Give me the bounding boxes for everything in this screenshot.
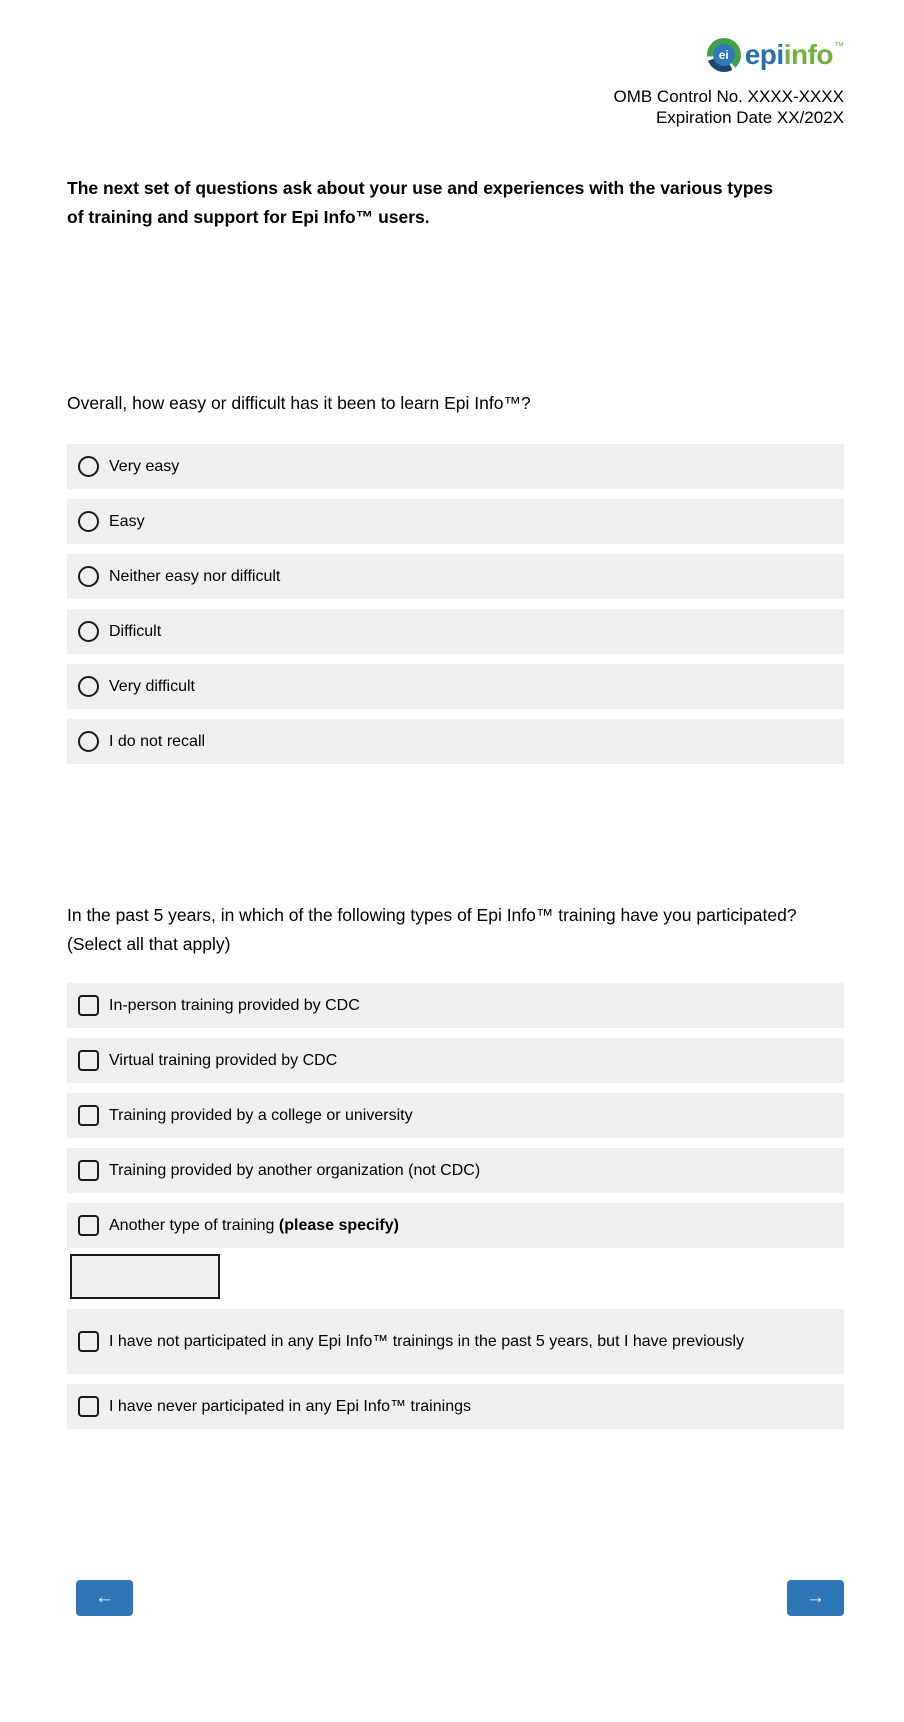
radio-button-icon[interactable] [78, 731, 99, 752]
checkbox-option-label: In-person training provided by CDC [109, 996, 360, 1014]
checkbox-icon[interactable] [78, 1160, 99, 1181]
back-button[interactable] [76, 1580, 133, 1616]
logo-trademark: ™ [834, 41, 844, 52]
radio-option-row[interactable] [67, 554, 844, 599]
omb-control-block [67, 86, 844, 128]
radio-option-label: Neither easy nor difficult [109, 567, 281, 585]
checkbox-icon[interactable] [78, 995, 99, 1016]
checkbox-option-label: I have not participated in any Epi Info™ trainings in the past 5 years, but I have previously [109, 1332, 745, 1350]
epi-info-logo-icon [707, 38, 741, 72]
checkbox-option-row[interactable] [67, 1038, 844, 1083]
logo-text-info: info [783, 39, 833, 70]
radio-button-icon[interactable] [78, 676, 99, 697]
checkbox-option-label: Training provided by a college or university [109, 1106, 413, 1124]
q1-options [67, 444, 844, 764]
checkbox-option-row[interactable] [67, 1309, 844, 1374]
radio-option-row[interactable] [67, 444, 844, 489]
radio-option-row[interactable] [67, 664, 844, 709]
checkbox-option-label-bold: (please specify) [278, 1216, 399, 1234]
checkbox-icon[interactable] [78, 1331, 99, 1352]
radio-option-label: Difficult [109, 622, 162, 640]
radio-option-label: Easy [109, 512, 145, 530]
checkbox-icon[interactable] [78, 1396, 99, 1417]
q2-options [67, 983, 844, 1429]
epi-info-badge-text: ei [713, 44, 735, 66]
radio-option-row[interactable] [67, 719, 844, 764]
checkbox-option-label: Training provided by another organization (not CDC) [109, 1161, 481, 1179]
checkbox-option-row[interactable] [67, 1384, 844, 1429]
checkbox-icon[interactable] [78, 1105, 99, 1126]
radio-button-icon[interactable] [78, 511, 99, 532]
epi-info-logo [707, 38, 844, 72]
checkbox-option-label: I have never participated in any Epi Info™ trainings [109, 1397, 471, 1415]
omb-control-number: OMB Control No. XXXX-XXXX [613, 87, 844, 106]
question2-text: In the past 5 years, in which of the following types of Epi Info™ training have you participated? (Select all that apply) [67, 905, 797, 954]
checkbox-option-label: Another type of training (please specify) [109, 1216, 399, 1234]
checkbox-icon[interactable] [78, 1215, 99, 1236]
back-arrow-icon: ← [95, 1587, 114, 1608]
radio-button-icon[interactable] [78, 456, 99, 477]
checkbox-icon[interactable] [78, 1050, 99, 1071]
radio-option-label: I do not recall [109, 732, 206, 750]
next-button[interactable] [787, 1580, 844, 1616]
question1-text: Overall, how easy or difficult has it been to learn Epi Info™? [67, 393, 531, 413]
radio-option-label: Very easy [109, 457, 180, 475]
radio-option-label: Very difficult [109, 677, 195, 695]
radio-option-row[interactable] [67, 609, 844, 654]
checkbox-option-row[interactable] [67, 1203, 844, 1248]
other-specify-input[interactable] [70, 1254, 220, 1299]
navigation [67, 1580, 844, 1616]
next-arrow-icon: → [806, 1587, 825, 1608]
radio-button-icon[interactable] [78, 566, 99, 587]
logo-text-epi: epi [744, 39, 784, 70]
checkbox-option-row[interactable] [67, 983, 844, 1028]
intro-text: The next set of questions ask about your use and experiences with the various types of training and support for Epi Info™ users. [67, 178, 774, 227]
checkbox-option-row[interactable] [67, 1093, 844, 1138]
checkbox-option-label: Virtual training provided by CDC [109, 1051, 338, 1069]
radio-button-icon[interactable] [78, 621, 99, 642]
radio-option-row[interactable] [67, 499, 844, 544]
header [67, 0, 844, 72]
omb-expiration-date: Expiration Date XX/202X [655, 108, 844, 127]
checkbox-option-row[interactable] [67, 1148, 844, 1193]
